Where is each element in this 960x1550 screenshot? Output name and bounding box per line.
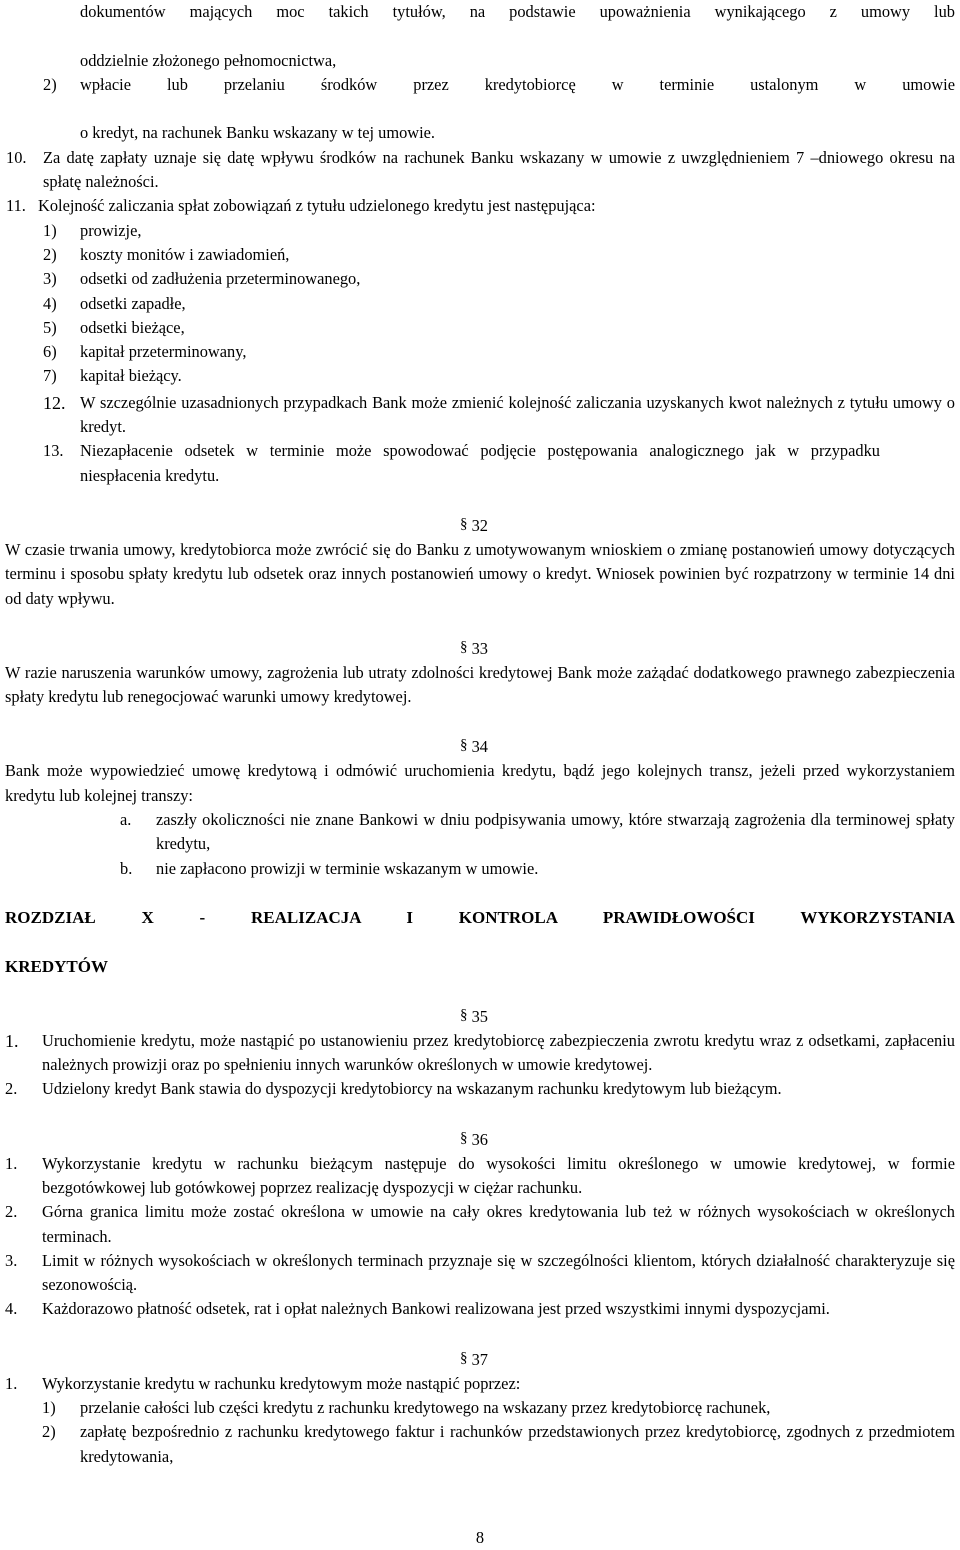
section-symbol: § bbox=[460, 1129, 468, 1146]
paragraph-10 bbox=[5, 146, 955, 195]
section-heading-35 bbox=[460, 1003, 955, 1029]
section-symbol: § bbox=[460, 1349, 468, 1366]
continuation-line-2: oddzielnie złożonego pełnomocnictwa, bbox=[80, 50, 337, 70]
list-item-number: 2. bbox=[5, 1202, 18, 1222]
paragraph-number: 11. bbox=[6, 196, 26, 216]
list-item-number: 6) bbox=[43, 342, 57, 362]
paragraph-text: W szczególnie uzasadnionych przypadkach Bank może zmienić kolejność zaliczania uzyskanych kwot należnych z tytułu umowy o kredyt. bbox=[80, 392, 955, 437]
section-34-text: Bank może wypowiedzieć umowę kredytową i odmówić uruchomienia kredytu, bądź jego kolejnych transz, jeżeli przed wykorzystaniem kredytu lub kolejnej transzy: bbox=[5, 761, 955, 805]
repayment-order-list bbox=[43, 219, 955, 389]
paragraph-number: 13. bbox=[43, 441, 64, 461]
page-number: 8 bbox=[475, 1528, 485, 1547]
list-item bbox=[5, 1297, 955, 1321]
paragraph-11 bbox=[5, 194, 955, 218]
list-item bbox=[5, 1029, 955, 1078]
list-item bbox=[43, 73, 955, 146]
list-item-text: przelanie całości lub części kredytu z rachunku kredytowego na wskazany przez kredytobiorcę rachunek, bbox=[80, 1398, 771, 1418]
section-34-list bbox=[120, 808, 955, 881]
list-item bbox=[42, 1396, 955, 1420]
list-item-text: nie zapłacono prowizji w terminie wskazanym w umowie. bbox=[156, 858, 539, 878]
paragraph-text: Kolejność zaliczania spłat zobowiązań z tytułu udzielonego kredytu jest następująca: bbox=[38, 196, 596, 216]
section-symbol: § bbox=[460, 515, 468, 532]
list-item bbox=[42, 1420, 955, 1469]
list-item bbox=[43, 364, 955, 388]
list-item bbox=[43, 219, 955, 243]
list-item-text-line-2: o kredyt, na rachunek Banku wskazany w tej umowie. bbox=[80, 123, 436, 143]
list-item bbox=[5, 1372, 955, 1396]
list-item bbox=[5, 1077, 955, 1101]
list-item-text: kapitał przeterminowany, bbox=[80, 342, 247, 362]
list-item bbox=[120, 808, 955, 857]
list-item-number: 2) bbox=[43, 74, 57, 94]
list-item-number: 3. bbox=[5, 1250, 18, 1270]
section-symbol: § bbox=[460, 1006, 468, 1023]
list-item-text: prowizje, bbox=[80, 220, 142, 240]
section-32-text: W czasie trwania umowy, kredytobiorca może zwrócić się do Banku z umotywowanym wnioskiem o zmianę postanowień umowy dotyczących terminu i sposobu spłaty kredytu lub odsetek oraz innych postanowień umowy o kredyt. Wniosek powinien być rozpatrzony w terminie 14 dni od daty wpływu. bbox=[5, 539, 955, 608]
list-item-text: zaszły okoliczności nie znane Bankowi w dniu podpisywania umowy, które stwarzają zagrożenia dla terminowej spłaty kredytu, bbox=[156, 810, 955, 854]
list-item-number: 5) bbox=[43, 317, 57, 337]
list-item-number: 4) bbox=[43, 293, 57, 313]
list-item-number: 1) bbox=[43, 220, 57, 240]
list-item-text: Udzielony kredyt Bank stawia do dyspozycji kredytobiorcy na wskazanym rachunku kredytowym lub bieżącym. bbox=[42, 1079, 782, 1099]
section-heading-36 bbox=[460, 1126, 955, 1152]
list-item-number: 2) bbox=[42, 1422, 56, 1442]
list-item-text: zapłatę bezpośrednio z rachunku kredytowego faktur i rachunków przedstawionych przez kredytobiorcę, zgodnych z przedmiotem kredytowania, bbox=[80, 1422, 955, 1466]
list-item-text: Limit w różnych wysokościach w określonych terminach przyznaje się w szczególności klientom, których działalność charakteryzuje się sezonowością. bbox=[42, 1250, 955, 1295]
list-item-text: odsetki bieżące, bbox=[80, 317, 185, 337]
list-item bbox=[120, 857, 955, 881]
list-item-text: Wykorzystanie kredytu w rachunku bieżącym następuje do wysokości limitu określonego w umowie kredytowej, w formie bezgotówkowej lub gotówkowej poprzez realizację dyspozycji w ciężar rachunku. bbox=[42, 1153, 955, 1197]
list-item-number: 2. bbox=[5, 1079, 18, 1099]
section-number: 33 bbox=[471, 638, 488, 658]
list-item bbox=[43, 292, 955, 316]
list-item-number: 7) bbox=[43, 366, 57, 386]
section-symbol: § bbox=[460, 638, 468, 655]
section-heading-33 bbox=[460, 635, 955, 661]
paragraph-number: 12. bbox=[43, 392, 66, 413]
list-item-text: odsetki zapadłe, bbox=[80, 293, 186, 313]
continuation-line-1: dokumentów mających moc takich tytułów, na podstawie upoważnienia wynikającego z umowy lub bbox=[80, 2, 955, 21]
list-item-text: Górna granica limitu może zostać określona w umowie na cały okres kredytowania lub też w różnych wysokościach w określonych terminach. bbox=[42, 1202, 955, 1246]
list-item-number: 1. bbox=[5, 1373, 18, 1393]
section-number: 32 bbox=[471, 515, 488, 535]
list-item-text: Każdorazowo płatność odsetek, rat i opłat należnych Bankowi realizowana jest przed wszystkimi innymi dyspozycjami. bbox=[42, 1299, 830, 1319]
section-heading-34 bbox=[460, 733, 955, 759]
list-item-text: Uruchomienie kredytu, może nastąpić po ustanowieniu przez kredytobiorcę zabezpieczenia zwrotu kredytu wraz z odsetkami, zapłaceniu należnych prowizji oraz po spełnieniu innych warunków określonych w umowie kredytowej. bbox=[42, 1030, 955, 1075]
list-item-number: 3) bbox=[43, 269, 57, 289]
list-item-letter: a. bbox=[120, 810, 132, 830]
section-number: 34 bbox=[471, 737, 488, 757]
list-item-text-line-1: wpłacie lub przelaniu środków przez kredytobiorcę w terminie ustalonym w umowie bbox=[80, 74, 955, 94]
chapter-heading-line-2: KREDYTÓW bbox=[5, 956, 108, 976]
list-item-text: Wykorzystanie kredytu w rachunku kredytowym może nastąpić poprzez: bbox=[42, 1373, 521, 1393]
list-item-number: 1. bbox=[5, 1153, 18, 1173]
continuation-block bbox=[80, 0, 955, 73]
list-item bbox=[5, 1200, 955, 1249]
paragraph-text: Za datę zapłaty uznaje się datę wpływu środków na rachunek Banku wskazany w umowie z uwzględnieniem 7 –dniowego okresu na spłatę należności. bbox=[43, 147, 955, 192]
list-item-number: 2) bbox=[43, 244, 57, 264]
list-item-text: kapitał bieżący. bbox=[80, 366, 182, 386]
section-number: 37 bbox=[471, 1349, 488, 1369]
section-number: 36 bbox=[471, 1129, 488, 1149]
list-item bbox=[43, 316, 955, 340]
chapter-heading bbox=[5, 906, 955, 979]
list-item bbox=[43, 243, 955, 267]
paragraph-12 bbox=[43, 391, 955, 440]
section-33-text: W razie naruszenia warunków umowy, zagrożenia lub utraty zdolności kredytowej Bank może zażądać dodatkowego prawnego zabezpieczenia spłaty kredytu lub renegocjować warunki umowy kredytowej. bbox=[5, 662, 955, 707]
section-number: 35 bbox=[471, 1006, 488, 1026]
list-item bbox=[5, 1249, 955, 1298]
list-item-number: 1. bbox=[5, 1030, 19, 1051]
list-item bbox=[5, 1152, 955, 1201]
section-37-sublist bbox=[42, 1396, 955, 1469]
paragraph-text: Niezapłacenie odsetek w terminie może spowodować podjęcie postępowania analogicznego jak w przypadku niespłacenia kredytu. bbox=[80, 441, 880, 485]
chapter-heading-line-1: ROZDZIAŁ X - REALIZACJA I KONTROLA PRAWIDŁOWOŚCI WYKORZYSTANIA bbox=[5, 907, 955, 927]
list-item-number: 1) bbox=[42, 1398, 56, 1418]
list-item bbox=[43, 340, 955, 364]
list-item-text: koszty monitów i zawiadomień, bbox=[80, 244, 290, 264]
section-heading-32 bbox=[460, 512, 955, 538]
section-heading-37 bbox=[460, 1346, 955, 1372]
paragraph-13 bbox=[43, 439, 955, 488]
document-page bbox=[5, 0, 955, 1469]
list-item-letter: b. bbox=[120, 858, 133, 878]
paragraph-number: 10. bbox=[6, 147, 27, 167]
section-symbol: § bbox=[460, 737, 468, 754]
list-item-number: 4. bbox=[5, 1299, 18, 1319]
list-item bbox=[43, 267, 955, 291]
list-item-text: odsetki od zadłużenia przeterminowanego, bbox=[80, 269, 361, 289]
